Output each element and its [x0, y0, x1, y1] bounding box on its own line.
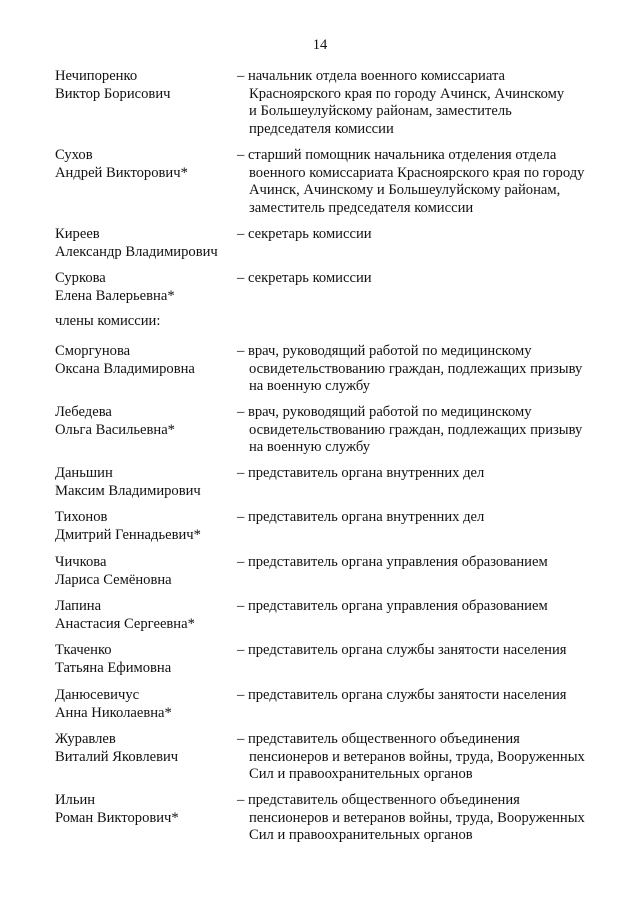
page-number: 14 [312, 37, 328, 53]
surname: Тихонов [55, 509, 108, 525]
given-names: Виталий Яковлевич [55, 748, 179, 765]
role-line: – представитель органа службы занятости населения [237, 642, 567, 658]
role-line: – врач, руководящий работой по медицинскому [237, 404, 532, 420]
surname: Ильин [55, 792, 96, 808]
role-line: – секретарь комиссии [237, 226, 372, 242]
role-line: заместитель председателя комиссии [249, 199, 474, 216]
person-role [237, 687, 617, 705]
role-line: освидетельствованию граждан, подлежащих призыву [249, 360, 583, 377]
person-name [55, 731, 235, 766]
role-line: Красноярского края по городу Ачинск, Ачинскому [249, 85, 565, 102]
surname: Сухов [55, 147, 93, 163]
given-names: Максим Владимирович [55, 482, 201, 499]
given-names: Лариса Семёновна [55, 571, 172, 588]
role-line: на военную службу [249, 378, 371, 394]
person-role [237, 226, 617, 244]
person-name [55, 68, 235, 103]
role-line: – представитель органа внутренних дел [237, 465, 485, 481]
role-line: Ачинск, Ачинскому и Большеулуйскому районам, [249, 182, 561, 198]
role-line: – начальник отдела военного комиссариата [237, 68, 505, 84]
person-name [55, 147, 235, 182]
person-name [55, 687, 235, 722]
surname: Киреев [55, 226, 100, 242]
person-role [237, 147, 617, 217]
person-name [55, 509, 235, 544]
person-name [55, 642, 235, 677]
person-role [237, 792, 617, 845]
surname: Сморгунова [55, 343, 131, 359]
role-line: Сил и правоохранительных органов [249, 766, 473, 782]
person-name [55, 554, 235, 589]
role-line: – представитель органа управления образованием [237, 554, 548, 570]
given-names: Александр Владимирович [55, 243, 218, 260]
given-names: Ольга Васильевна* [55, 421, 175, 438]
surname: Данюсевичус [55, 687, 140, 703]
person-role [237, 465, 617, 483]
role-line: – представитель органа управления образованием [237, 598, 548, 614]
role-line: – представитель общественного объединения [237, 792, 520, 808]
role-line: – старший помощник начальника отделения отдела [237, 147, 557, 163]
role-line: на военную службу [249, 439, 371, 455]
surname: Даньшин [55, 465, 113, 481]
role-line: – представитель общественного объединения [237, 731, 520, 747]
surname: Ткаченко [55, 642, 112, 658]
person-name [55, 226, 235, 261]
given-names: Татьяна Ефимовна [55, 659, 172, 676]
role-line: освидетельствованию граждан, подлежащих призыву [249, 421, 583, 438]
role-line: – врач, руководящий работой по медицинскому [237, 343, 532, 359]
person-role [237, 68, 617, 138]
person-role [237, 554, 617, 572]
given-names: Дмитрий Геннадьевич* [55, 526, 201, 543]
person-name [55, 792, 235, 827]
given-names: Елена Валерьевна* [55, 287, 175, 304]
role-line: – представитель органа внутренних дел [237, 509, 485, 525]
role-line: – представитель органа службы занятости населения [237, 687, 567, 703]
role-line: – секретарь комиссии [237, 270, 372, 286]
person-role [237, 404, 617, 457]
surname: Нечипоренко [55, 68, 138, 84]
person-name [55, 404, 235, 439]
given-names: Андрей Викторович* [55, 164, 188, 181]
person-role [237, 270, 617, 288]
surname: Журавлев [55, 731, 116, 747]
given-names: Анна Николаевна* [55, 704, 172, 721]
given-names: Роман Викторович* [55, 809, 179, 826]
person-role [237, 509, 617, 527]
role-line: и Большеулуйскому районам, заместитель [249, 103, 512, 119]
role-line: военного комиссариата Красноярского края по городу [249, 164, 585, 181]
role-line: Сил и правоохранительных органов [249, 827, 473, 843]
person-role [237, 642, 617, 660]
given-names: Виктор Борисович [55, 85, 171, 102]
surname: Лапина [55, 598, 102, 614]
person-name [55, 343, 235, 378]
person-role [237, 598, 617, 616]
surname: Чичкова [55, 554, 107, 570]
surname: Лебедева [55, 404, 112, 420]
person-name [55, 270, 235, 305]
role-line: председателя комиссии [249, 120, 394, 137]
given-names: Анастасия Сергеевна* [55, 615, 195, 632]
section-heading-members: члены комиссии: [55, 313, 161, 329]
role-line: пенсионеров и ветеранов войны, труда, Вооруженных [249, 809, 585, 826]
person-name [55, 465, 235, 500]
person-role [237, 343, 617, 396]
given-names: Оксана Владимировна [55, 360, 195, 377]
person-name [55, 598, 235, 633]
role-line: пенсионеров и ветеранов войны, труда, Вооруженных [249, 748, 585, 765]
person-role [237, 731, 617, 784]
surname: Суркова [55, 270, 106, 286]
